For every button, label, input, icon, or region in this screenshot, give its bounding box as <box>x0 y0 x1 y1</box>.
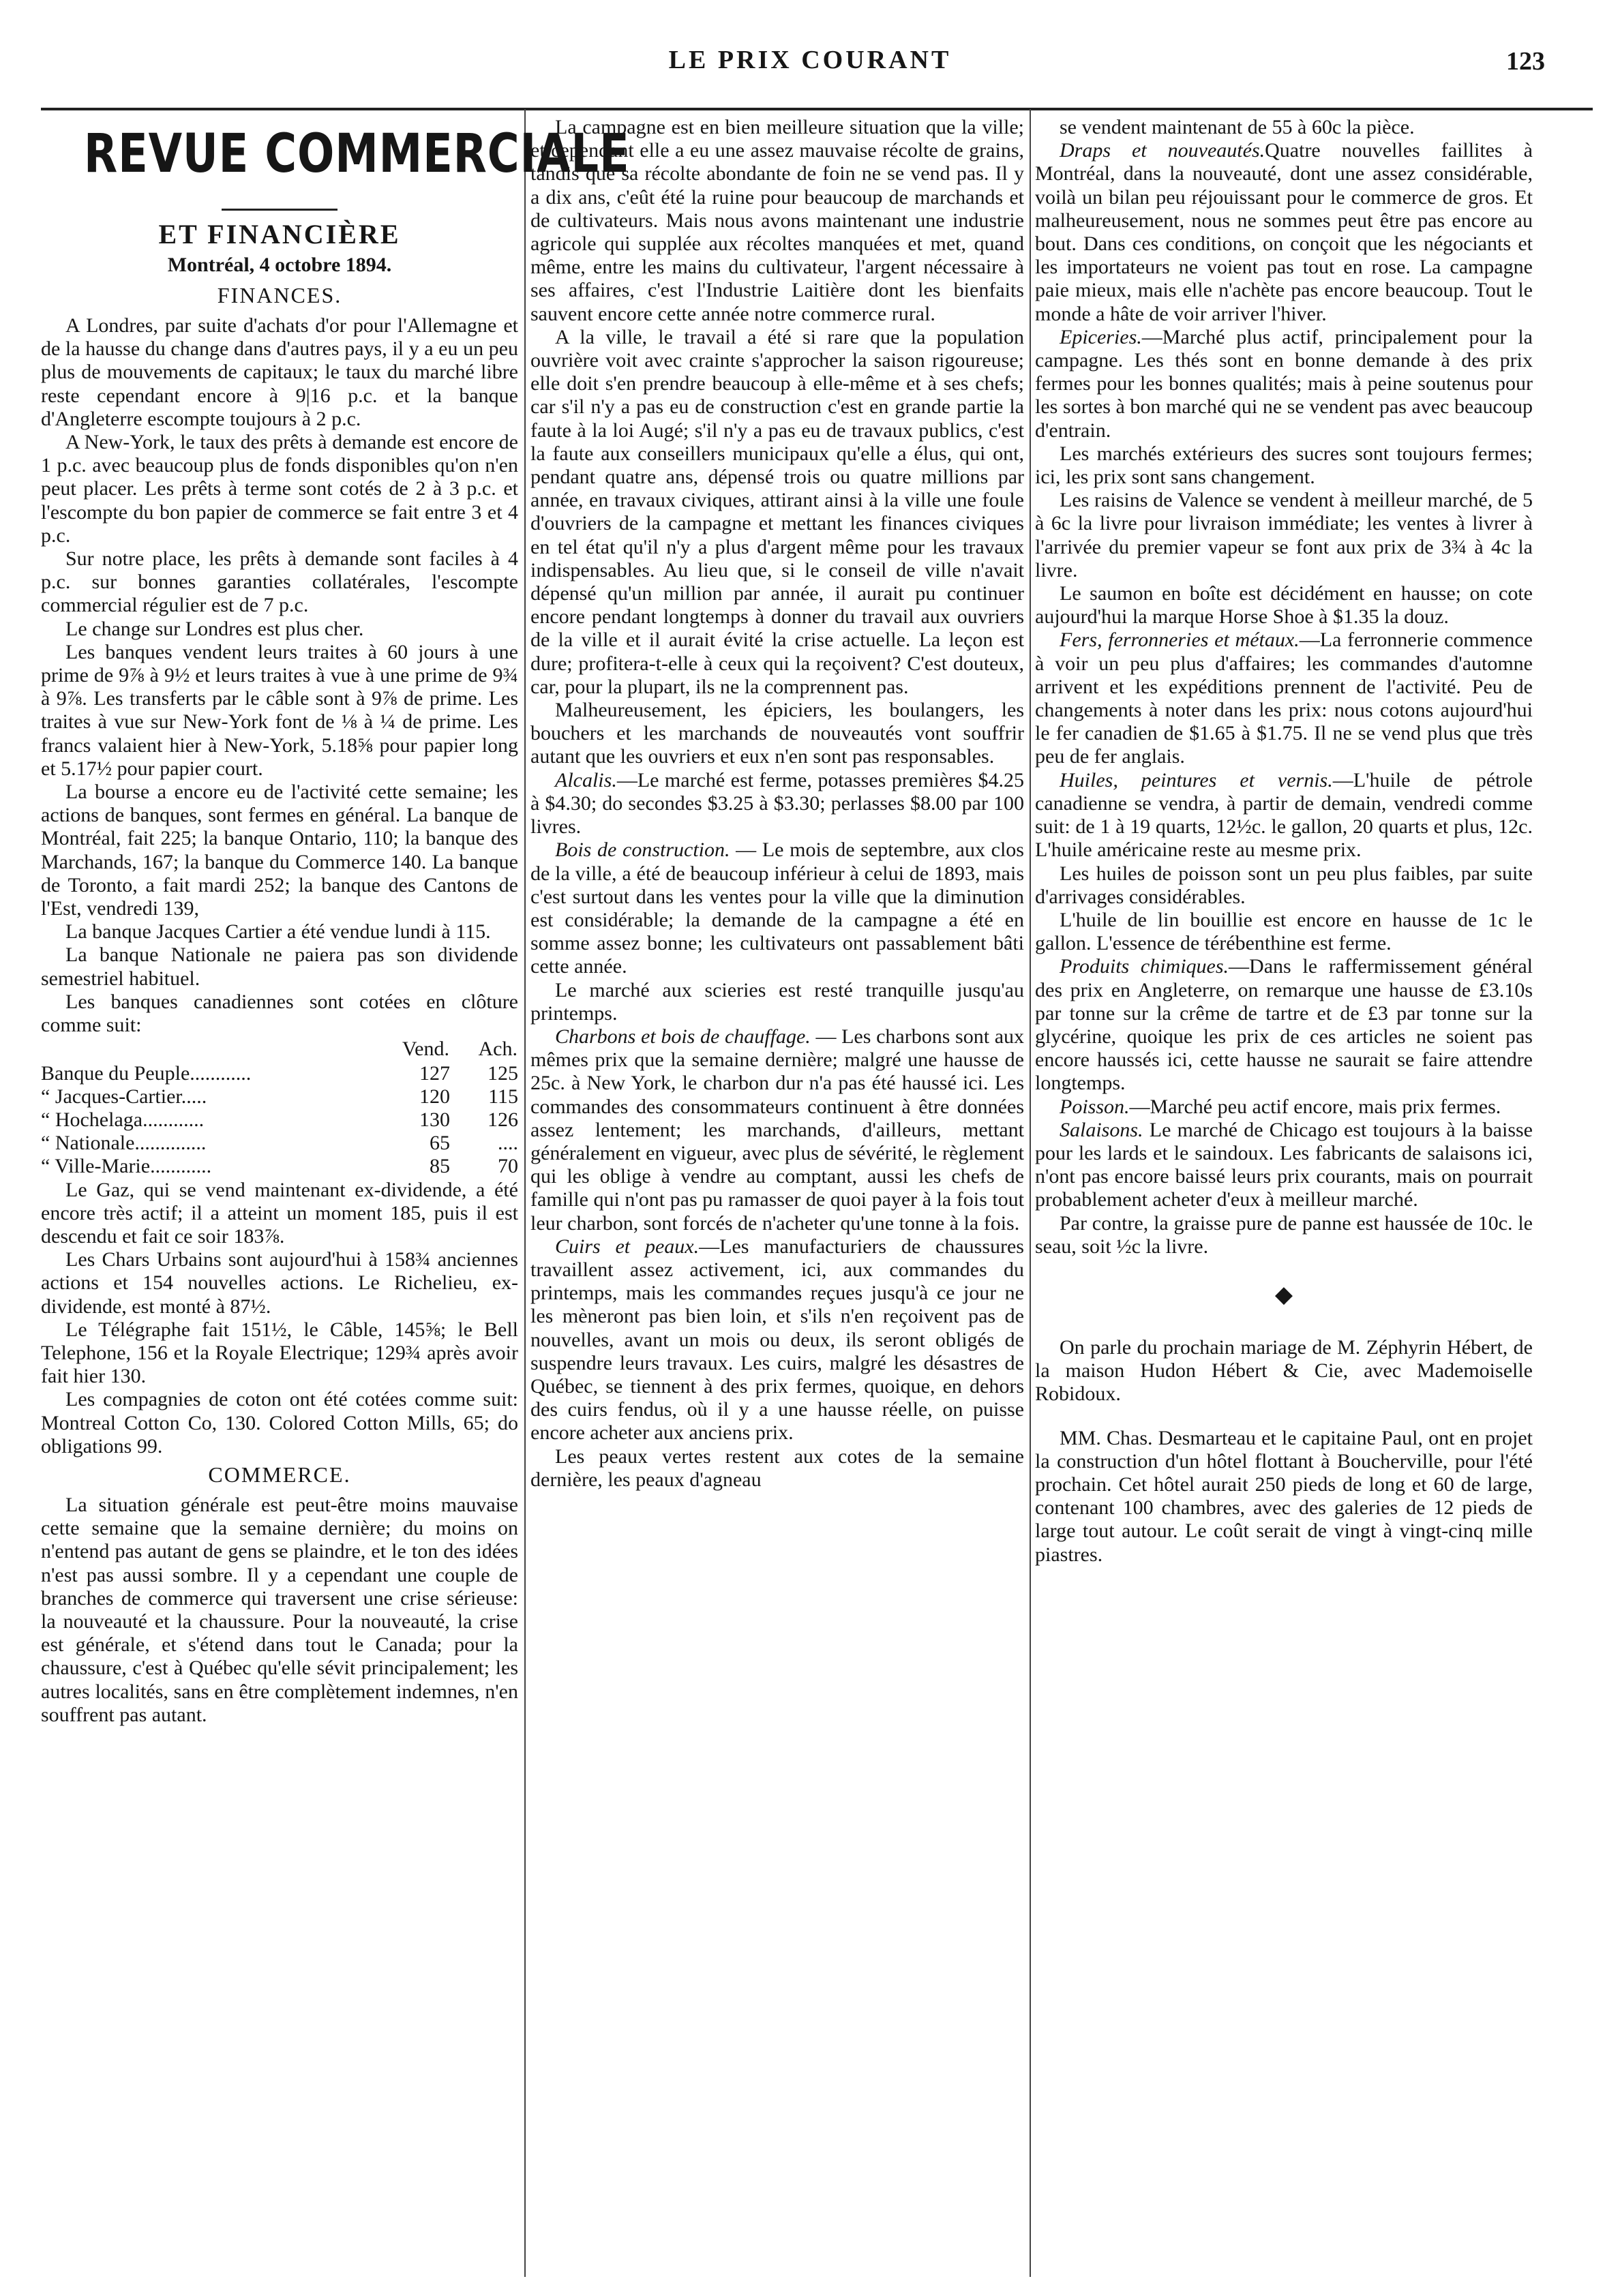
market-paragraph <box>1035 909 1533 955</box>
ach-cell: 125 <box>487 1061 518 1085</box>
market-paragraph <box>530 839 1024 978</box>
rubric-text: —L'huile de pétrole canadienne se vendra, à partir de demain, vendredi comme suit: de 1 à 19 quarts, 12½c. le gallon, 20 quarts et plus, 12c. L'huile américaine reste au mesme prix. <box>1035 768 1533 862</box>
paragraph: La situation générale est peut-être moins mauvaise cette semaine que la semaine dernière; du moins on n'entend pas autant de gens se plaindre, et le ton des idées n'est pas aussi sombre. Il y a cependant une couple de branches de commerce qui traversent une crise sérieuse: la nouveauté et la chaussure. Pour la nouveauté, la crise est générale, et s'étend dans tout le Canada; pour la chaussure, c'est à Québec qu'elle sévit principalement; les autres localités, sans en être complètement indemnes, n'en souffrent pas autant. <box>41 1493 518 1726</box>
market-paragraph <box>1035 862 1533 909</box>
market-paragraph <box>1035 629 1533 768</box>
rubric-label: Fers, ferronneries et métaux. <box>1060 629 1300 652</box>
paragraph: Sur notre place, les prêts à demande sont faciles à 4 p.c. sur bonnes garanties collatérales, l'escompte commercial régulier est de 7 p.c. <box>41 547 518 617</box>
market-paragraph <box>530 1445 1024 1492</box>
table-row <box>41 1062 518 1085</box>
masthead-subtitle: ET FINANCIÈRE <box>158 219 401 250</box>
paragraph: A la ville, le travail a été si rare que la population ouvrière voit avec crainte s'approcher la saison rigoureuse; elle doit s'en prendre beaucoup à elle-même et à ses chefs; car s'il n'y a pas eu de construction c'est en grande partie la faute à la loi Augé; s'il n'y a pas eu de travaux publics, c'est la faute aux conseillers municipaux qu'elle a élus, qui ont, pendant quatre ans, dépensé trois ou quatre millions par année, en travaux civiques, attirant ainsi à la ville une foule d'ouvriers de la campagne et mettant les finances civiques en tel état qu'il n'y a plus d'argent même pour les travaux indispensables. Au lieu que, si le conseil de ville n'avait dépensé qu'un million par année, il aurait pu continuer encore pendant longtemps à donner du travail aux ouvriers de la ville et il aurait évité la crise actuelle. La leçon est dure; profitera-t-elle à ceux qui la reçoivent? C'est douteux, car, pour la plupart, ils ne la comprennent pas. <box>530 325 1024 698</box>
rubric-text: Les huiles de poisson sont un peu plus faibles, par suite d'arrivages considérables. <box>1035 862 1533 908</box>
header-rule <box>41 108 1593 110</box>
paragraph: Le change sur Londres est plus cher. <box>65 617 364 640</box>
paragraph: A Londres, par suite d'achats d'or pour l'Allemagne et de la hausse du change dans d'autres pays, il y a eu un peu plus de mouvements de capitaux; le taux du marché libre reste cependant encore à 9|16 p.c. et la banque d'Angleterre escompte toujours à 2 p.c. <box>41 314 518 430</box>
market-paragraph <box>1035 769 1533 862</box>
rubric-label: Salaisons. <box>1060 1118 1143 1141</box>
section-heading-commerce: COMMERCE. <box>208 1462 351 1487</box>
finances-body <box>41 314 518 1037</box>
rubric-label: Epiceries. <box>1060 325 1142 348</box>
news-notes <box>1035 1336 1533 1567</box>
rubric-text: Les raisins de Valence se vendent à meilleur marché, de 5 à 6c la livre pour livraison immédiate; les ventes à livrer à l'arrivée du premier vapeur se font aux prix de 3¾ à 4c la livre. <box>1035 489 1533 581</box>
market-paragraph <box>1035 139 1533 326</box>
rubric-label: Draps et nouveautés. <box>1060 139 1265 162</box>
market-paragraph <box>530 979 1024 1025</box>
rubric-text: — Le mois de septembre, aux clos de la ville, a été de beaucoup inférieur à celui de 1893, mais c'est surtout dans les ventes pour la ville que la diminution est considérable; la demande de la campagne a été en somme assez bonne; les cultivateurs ont passablement bâti cette année. <box>530 839 1024 978</box>
market-rubrics <box>530 769 1024 1492</box>
rubric-text: —Le marché est ferme, potasses premières $4.25 à $4.30; do secondes $3.25 à $3.30; perlasses $8.00 par 100 livres. <box>530 768 1024 839</box>
rubric-text: —La ferronnerie commence à voir un peu plus d'affaires; les commandes d'automne arrivent et les expéditions prennent de l'activité. Peu de changements à noter dans les prix: nous cotons aujourd'hui le fer canadien de $1.65 à $1.75. Il ne se vend plus que très peu de fer anglais. <box>1035 629 1533 768</box>
ach-cell: 70 <box>498 1155 518 1178</box>
paragraph: La campagne est en bien meilleure situation que la ville; et cependant elle a eu une assez mauvaise récolte de grains, tandis que sa récolte abondante de foin ne se vend pas. Il y a dix ans, c'eût été la ruine pour beaucoup de marchands et de cultivateurs. Mais nous avons maintenant une industrie agricole qui supplée aux récoltes manquées et met, quand même, entre les mains du cultivateur, l'argent nécessaire à ses affaires, c'est l'Industrie Laitière dont les bienfaits sauvent encore cette année notre commerce rural. <box>530 116 1024 325</box>
bank-name-cell: “ Hochelaga............ <box>41 1108 205 1131</box>
bank-name-cell: “ Nationale.............. <box>41 1132 207 1155</box>
table-row <box>41 1132 518 1155</box>
rubric-text: Les marchés extérieurs des sucres sont toujours fermes; ici, les prix sont sans changement. <box>1035 442 1533 489</box>
section-heading-finances: FINANCES. <box>217 283 342 307</box>
running-header <box>0 41 1620 82</box>
table-row <box>41 1085 518 1108</box>
bank-name-cell: Banque du Peuple............ <box>41 1061 252 1085</box>
market-paragraph <box>530 1235 1024 1445</box>
news-paragraph: On parle du prochain mariage de M. Zéphyrin Hébert, de la maison Hudon Hébert & Cie, avec Mademoiselle Robidoux. <box>1035 1335 1533 1406</box>
rubric-text: Quatre nouvelles faillites à Montréal, dans la nouveauté, dont une assez considérable, voilà un bilan peu réjouissant pour le commerce de gros. Et malheureusement, nous ne sommes peut être pas encore au bout. Dans ces conditions, on conçoit que les négociants et les importateurs ne voient pas tout en rose. La campagne paie mieux, mais elle n'achète pas encore beaucoup. Tout le monde a hâte de voir arriver l'hiver. <box>1035 139 1533 325</box>
masthead-rule <box>222 209 338 211</box>
rubric-text: —Marché plus actif, principalement pour la campagne. Les thés sont en bonne demande à des prix fermes pour les bonnes qualités; mais à peine soutenus pour les sortes à bon marché qui ne se vendent pas avec beaucoup d'entrain. <box>1035 325 1533 442</box>
vend-cell: 130 <box>419 1108 450 1131</box>
market-paragraph <box>1035 442 1533 489</box>
spacer <box>1035 1406 1533 1427</box>
vend-cell: 65 <box>430 1132 450 1155</box>
ach-cell: 115 <box>488 1085 518 1108</box>
rubric-text: — Les charbons sont aux mêmes prix que la semaine dernière; malgré une hausse de 25c. à New York, le charbon dur n'a pas été haussé ici. Les commandes des consommateurs continuent à être données assez lentement; les marchands, d'ailleurs, mettant généralement en vigueur, avec plus de sévérité, le règlement qui les oblige à vendre au comptant, aussi les chefs de famille qui n'ont pas pu ramasser de quoi payer à la fois tout leur charbon, sont forcés de n'acheter qu'une tonne à la fois. <box>530 1025 1025 1235</box>
paragraph: Les Chars Urbains sont aujourd'hui à 158¾ anciennes actions et 154 nouvelles actions. Le Richelieu, ex-dividende, est monté à 87½. <box>41 1248 518 1318</box>
rubric-label: Alcalis. <box>555 768 617 791</box>
market-rubrics-continued <box>1035 116 1533 1258</box>
market-paragraph <box>1035 1212 1533 1258</box>
commerce-body-2 <box>530 116 1024 769</box>
market-paragraph <box>1035 326 1533 442</box>
rubric-text: Les peaux vertes restent aux cotes de la semaine dernière, les peaux d'agneau <box>530 1445 1024 1491</box>
dateline: Montréal, 4 octobre 1894. <box>167 254 392 276</box>
rubric-text: —Marché peu actif encore, mais prix fermes. <box>1129 1095 1501 1118</box>
rubric-text: Le saumon en boîte est décidément en hausse; on cote aujourd'hui la marque Horse Shoe à $1.35 la douz. <box>1035 582 1533 629</box>
paragraph: A New-York, le taux des prêts à demande est encore de 1 p.c. avec beaucoup plus de fonds disponibles qu'on n'en peut placer. Les prêts à terme sont cotés de 2 à 3 p.c. et l'escompte du bon papier de commerce se fait entre 3 et 4 p.c. <box>41 431 518 547</box>
market-paragraph <box>1035 489 1533 582</box>
vend-cell: 120 <box>419 1085 450 1108</box>
vend-cell: 127 <box>419 1061 450 1085</box>
rubric-text: Le marché aux scieries est resté tranquille jusqu'au printemps. <box>530 978 1024 1025</box>
market-paragraph <box>1035 116 1533 139</box>
ach-cell: .... <box>498 1132 518 1155</box>
bank-name-cell: “ Ville-Marie............ <box>41 1155 212 1178</box>
paragraph: Le Gaz, qui se vend maintenant ex-dividende, a été encore très actif; il a atteint un moment 185, puis il est descendu et fait ce soir 183⅞. <box>41 1178 518 1248</box>
news-paragraph: MM. Chas. Desmarteau et le capitaine Paul, ont en projet la construction d'un hôtel flottant à Boucherville, pour l'été prochain. Cet hôtel aurait 250 pieds de long et 60 de large, contenant 100 chambres, avec des galeries de 12 pieds de large tout autour. Le coût serait de vingt à vingt-cinq mille piastres. <box>1035 1426 1533 1566</box>
rubric-label: Huiles, peintures et vernis. <box>1060 768 1333 791</box>
table-row <box>41 1108 518 1132</box>
ach-cell: 126 <box>487 1108 518 1131</box>
column-header-vend: Vend. <box>402 1038 449 1061</box>
paragraph: Les compagnies de coton ont été cotées comme suit: Montreal Cotton Co, 130. Colored Cotton Mills, 65; do obligations 99. <box>41 1388 518 1457</box>
column-rule <box>524 109 526 2277</box>
rubric-text: —Les manufacturiers de chaussures travaillent assez activement, ici, aux commandes du printemps, mais les commandes reçues jusqu'à ce jour ne les mèneront pas bien loin, et s'ils n'en reçoivent pas de nouvelles, avant un mois ou deux, ils seront obligés de suspendre leurs travaux. Les cuirs, malgré les désastres de Québec, se tiennent à des prix fermes, quoique, en dehors des cuirs fendus, où il y a une hausse réelle, on puisse encore acheter aux anciens prix. <box>530 1235 1024 1445</box>
finances-body-continued <box>41 1179 518 1458</box>
column-header-ach: Ach. <box>478 1038 518 1061</box>
page-number: 123 <box>1506 47 1545 76</box>
paragraph: Les banques canadiennes sont cotées en clôture comme suit: <box>41 990 518 1037</box>
running-title: LE PRIX COURANT <box>668 46 952 74</box>
rubric-text: Le marché de Chicago est toujours à la baisse pour les lards et le saindoux. Les fabricants de salaisons ici, n'ont pas encore baissé leurs prix courants, mais on pourrait probablement acheter d'eux à meilleur marché. <box>1035 1118 1533 1211</box>
market-paragraph <box>530 1025 1024 1235</box>
paragraph: Le Télégraphe fait 151½, le Câble, 145⅝; le Bell Telephone, 156 et la Royale Electrique; 129¾ après avoir fait hier 130. <box>41 1318 518 1388</box>
rubric-text: L'huile de lin bouillie est encore en hausse de 1c le gallon. L'essence de térébenthine est ferme. <box>1035 908 1533 955</box>
bank-quotes-header <box>41 1037 518 1061</box>
paragraph: La banque Nationale ne paiera pas son dividende semestriel habituel. <box>41 943 518 990</box>
vend-cell: 85 <box>430 1155 450 1178</box>
rubric-label: Bois de construction. <box>555 839 730 862</box>
market-paragraph <box>530 769 1024 839</box>
ornament-divider: ◆ <box>1274 1282 1293 1308</box>
table-row <box>41 1155 518 1178</box>
rubric-label: Produits chimiques. <box>1060 955 1229 978</box>
market-paragraph <box>1035 582 1533 629</box>
bank-name-cell: “ Jacques-Cartier..... <box>41 1085 207 1108</box>
rubric-text: se vendent maintenant de 55 à 60c la pièce. <box>1060 116 1415 138</box>
column-3 <box>1035 116 1533 2263</box>
column-rule <box>1030 109 1031 2277</box>
paragraph: Les banques vendent leurs traites à 60 jours à une prime de 9⅞ à 9½ et leurs traites à vue à une prime de 9¾ à 9⅞. Les transferts par le câble sont à 9⅞ de prime. Les traites à vue sur New-York font de ⅛ à ¼ de prime. Les francs valaient hier à New-York, 5.18⅝ pour papier long et 5.17½ pour papier court. <box>41 640 518 780</box>
commerce-body <box>41 1494 518 1727</box>
rubric-text: Par contre, la graisse pure de panne est haussée de 10c. le seau, soit ½c la livre. <box>1035 1211 1533 1258</box>
rubric-label: Cuirs et peaux. <box>555 1235 700 1258</box>
rubric-label: Charbons et bois de chauffage. <box>555 1025 811 1048</box>
paragraph: La banque Jacques Cartier a été vendue lundi à 115. <box>65 920 491 943</box>
market-paragraph <box>1035 1119 1533 1212</box>
column-2 <box>530 116 1024 2263</box>
bank-quotes-table <box>41 1037 518 1178</box>
paragraph: La bourse a encore eu de l'activité cette semaine; les actions de banques, sont fermes en général. La banque de Montréal, fait 225; la banque Ontario, 110; la banque des Marchands, 167; la banque du Commerce 140. La banque de Toronto, a fait mardi 252; la banque des Cantons de l'Est, vendredi 139, <box>41 781 518 920</box>
masthead-title: REVUE COMMERCIALE <box>84 123 630 185</box>
rubric-label: Poisson. <box>1060 1095 1130 1118</box>
paragraph: Malheureusement, les épiciers, les boulangers, les bouchers et les marchands de nouveautés vont souffrir autant que les ouvriers et eux n'en sont pas responsables. <box>530 699 1024 768</box>
market-paragraph <box>1035 1096 1533 1119</box>
rubric-text: —Dans le raffermissement général des prix en Angleterre, on remarque une hausse de £3.10s par tonne sur la crême de tartre et de £3 par tonne sur la glycérine, quoique les prix de ces articles ne soient pas encore haussés ici, cette hausse ne saurait se faire attendre longtemps. <box>1035 955 1533 1095</box>
market-paragraph <box>1035 955 1533 1095</box>
